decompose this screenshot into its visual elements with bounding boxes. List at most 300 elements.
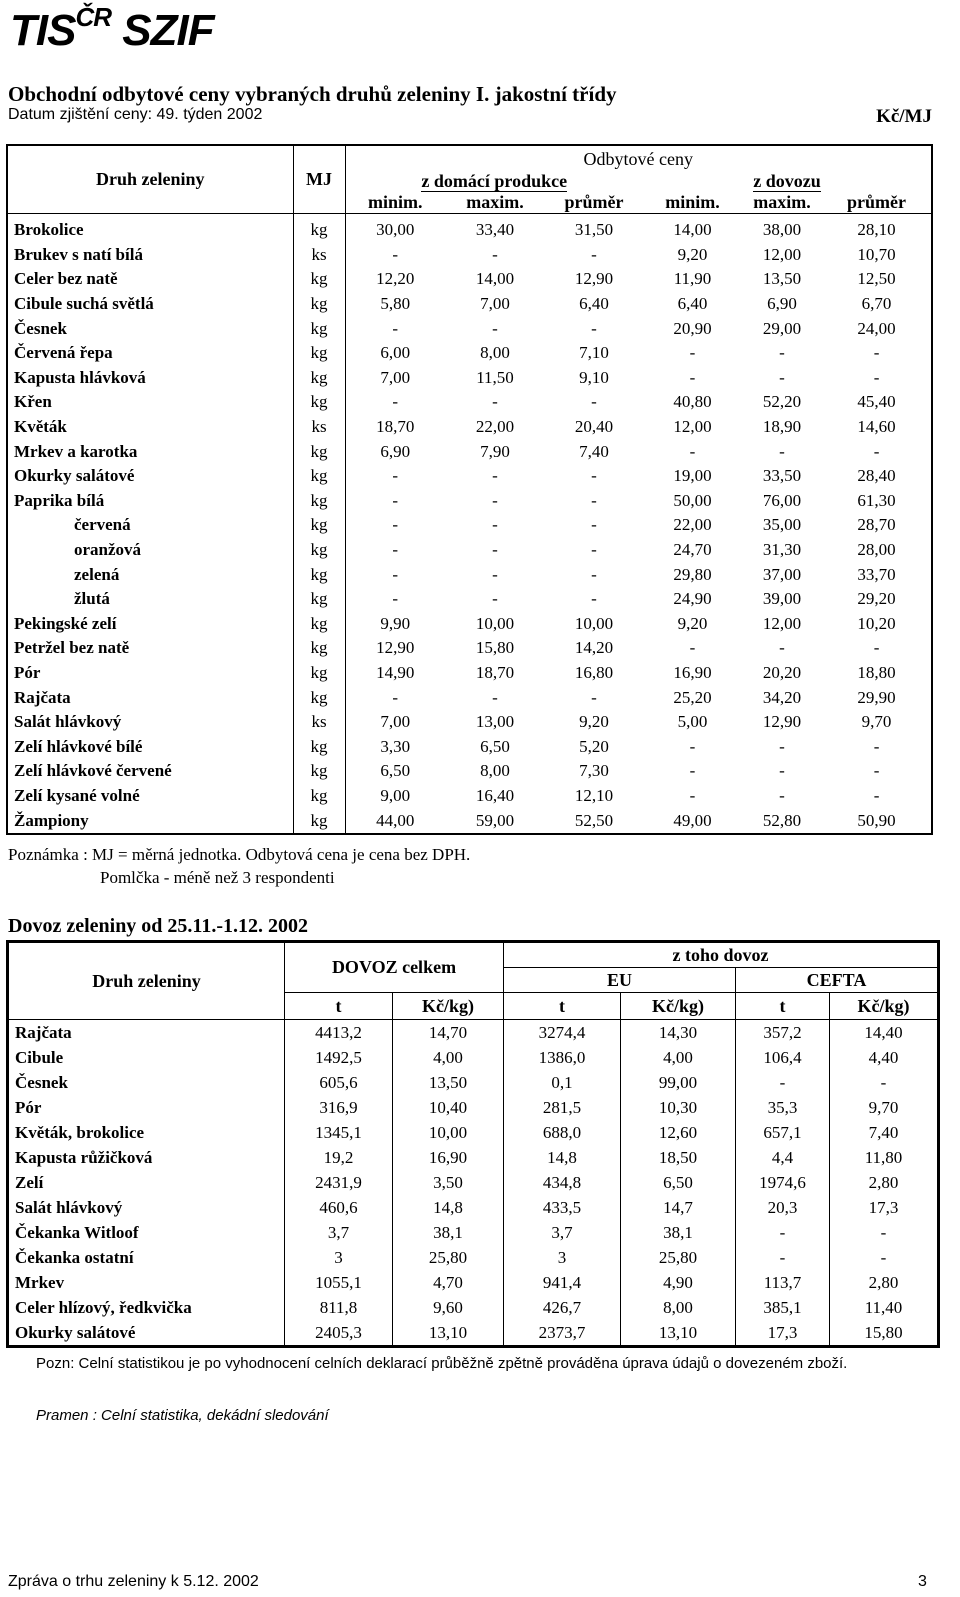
price-cell: 7,00	[380, 712, 411, 732]
vegetable-name: Cibule suchá světlá	[7, 292, 293, 317]
import-cell: 14,7	[621, 1195, 736, 1220]
price-cell: -	[689, 343, 696, 363]
import-cell: 2,80	[830, 1170, 939, 1195]
price-cell: 6,00	[380, 343, 411, 363]
price-cell: -	[591, 490, 597, 510]
price-cell: 20,90	[673, 318, 712, 338]
unit-cell: kg	[293, 538, 345, 563]
import-cell: 1974,6	[736, 1170, 830, 1195]
column-header-min: minim.	[643, 192, 742, 214]
price-cell: 59,00	[475, 810, 515, 830]
price-cell: 52,50	[574, 810, 614, 830]
import-cell: 14,70	[393, 1020, 504, 1046]
price-cell: 37,00	[762, 564, 802, 584]
import-cell: 9,70	[830, 1095, 939, 1120]
price-cell: -	[689, 638, 696, 658]
unit-cell: kg	[293, 489, 345, 514]
column-header-eu: EU	[504, 968, 736, 993]
customs-note: Pozn: Celní statistikou je po vyhodnocení celních deklarací průběžně zpětně prováděna úprava údajů o dovezeném zboží.	[36, 1355, 848, 1372]
price-cell: 13,50	[762, 269, 802, 289]
import-cell: 11,40	[830, 1295, 939, 1320]
unit-cell: ks	[293, 243, 345, 268]
price-cell: 12,90	[574, 269, 614, 289]
import-cell: 605,6	[285, 1070, 393, 1095]
vegetable-name: Petržel bez natě	[7, 636, 293, 661]
vegetable-name: Salát hlávkový	[15, 1197, 123, 1217]
price-cell: 9,90	[380, 613, 411, 633]
column-header-price: Kč/kg)	[621, 993, 736, 1020]
table-row	[8, 1145, 939, 1170]
import-cell: 11,80	[830, 1145, 939, 1170]
price-cell: 10,70	[857, 244, 896, 264]
table-row	[8, 1120, 939, 1145]
price-cell: -	[591, 318, 597, 338]
unit-cell: kg	[293, 292, 345, 317]
vegetable-name: Křen	[7, 390, 293, 415]
price-cell: 18,80	[857, 662, 896, 682]
unit-cell: kg	[293, 390, 345, 415]
price-cell: -	[779, 761, 785, 781]
unit-cell: kg	[293, 808, 345, 834]
price-cell: 28,40	[857, 466, 896, 486]
price-cell: 12,10	[574, 785, 614, 805]
price-cell: 14,00	[475, 269, 515, 289]
price-cell: 5,00	[677, 712, 708, 732]
import-cell: 20,3	[736, 1195, 830, 1220]
unit-cell: kg	[293, 513, 345, 538]
vegetable-name: Zelí hlávkové červené	[7, 759, 293, 784]
unit-cell: kg	[293, 316, 345, 341]
price-cell: 39,00	[762, 589, 802, 609]
import-cell: 4,00	[393, 1045, 504, 1070]
price-cell: 6,40	[677, 294, 708, 314]
price-cell: -	[873, 736, 880, 756]
price-cell: -	[591, 244, 597, 264]
table-row	[8, 1220, 939, 1245]
price-cell: 7,90	[480, 441, 510, 461]
price-cell: 9,10	[579, 367, 609, 387]
price-cell: -	[492, 687, 498, 707]
price-cell: 44,00	[376, 810, 415, 830]
price-cell: -	[873, 343, 880, 363]
price-cell: 12,50	[857, 269, 896, 289]
price-cell: 8,00	[480, 343, 510, 363]
vegetable-name: Čekanka Witloof	[15, 1222, 139, 1242]
price-cell: 76,00	[762, 490, 802, 510]
import-cell: 2373,7	[504, 1320, 621, 1347]
price-cell: 14,60	[857, 417, 896, 437]
price-cell: -	[492, 244, 498, 264]
footer-report-name: Zpráva o trhu zeleniny k 5.12. 2002	[8, 1573, 259, 1590]
price-cell: 18,90	[762, 417, 802, 437]
price-cell: 61,30	[857, 490, 896, 510]
column-header-domaci: z domácí produkce	[421, 170, 568, 191]
column-header-t: t	[285, 993, 393, 1020]
vegetable-name: Okurky salátové	[7, 464, 293, 489]
import-cell: 2405,3	[285, 1320, 393, 1347]
import-cell: 1386,0	[504, 1045, 621, 1070]
import-cell: 2431,9	[285, 1170, 393, 1195]
vegetable-name: Kapusta růžičková	[15, 1147, 153, 1167]
unit-cell: kg	[293, 464, 345, 489]
price-cell: 49,00	[673, 810, 712, 830]
price-cell: 31,30	[762, 540, 802, 560]
price-cell: 20,20	[762, 662, 802, 682]
import-cell: 17,3	[736, 1320, 830, 1347]
table-row	[8, 1320, 939, 1347]
import-cell: 38,1	[393, 1220, 504, 1245]
price-cell: 29,90	[857, 687, 896, 707]
import-cell: 3,7	[504, 1220, 621, 1245]
price-cell: 9,20	[579, 712, 609, 732]
table-row	[7, 214, 932, 243]
price-cell: -	[591, 687, 597, 707]
source-note: Pramen : Celní statistika, dekádní sledování	[36, 1407, 329, 1424]
import-cell: -	[830, 1220, 939, 1245]
price-cell: -	[392, 515, 399, 535]
price-cell: -	[492, 490, 498, 510]
import-cell: 4,4	[736, 1145, 830, 1170]
table-row	[7, 415, 932, 440]
vegetable-name: Květák	[7, 415, 293, 440]
vegetable-name: Salát hlávkový	[7, 710, 293, 735]
price-cell: 20,40	[574, 417, 614, 437]
import-title: Dovoz zeleniny od 25.11.-1.12. 2002	[8, 915, 308, 937]
price-cell: 9,00	[380, 785, 411, 805]
price-cell: -	[779, 343, 785, 363]
price-cell: 12,00	[673, 417, 712, 437]
import-cell: 3,7	[285, 1220, 393, 1245]
price-cell: -	[689, 441, 696, 461]
vegetable-name: Brukev s natí bílá	[7, 243, 293, 268]
import-cell: 3274,4	[504, 1020, 621, 1046]
price-cell: 29,00	[762, 318, 802, 338]
price-cell: -	[591, 515, 597, 535]
import-cell: 433,5	[504, 1195, 621, 1220]
price-cell: -	[779, 785, 785, 805]
import-cell: -	[830, 1070, 939, 1095]
vegetable-name: Květák, brokolice	[15, 1122, 145, 1142]
table-row	[7, 243, 932, 268]
price-cell: 8,00	[480, 761, 510, 781]
price-cell: 9,70	[861, 712, 892, 732]
price-cell: 16,80	[574, 662, 614, 682]
price-cell: 33,40	[475, 220, 515, 240]
price-cell: -	[392, 244, 399, 264]
vegetable-name: žlutá	[7, 587, 293, 612]
import-cell: 4,90	[621, 1270, 736, 1295]
price-cell: -	[492, 466, 498, 486]
column-header-druh: Druh zeleniny	[7, 145, 293, 214]
unit-cell: kg	[293, 612, 345, 637]
import-cell: 0,1	[504, 1070, 621, 1095]
import-cell: 4413,2	[285, 1020, 393, 1046]
price-cell: 50,90	[857, 810, 896, 830]
table-row	[7, 710, 932, 735]
vegetable-name: Mrkev a karotka	[7, 439, 293, 464]
price-cell: -	[492, 564, 498, 584]
import-cell: 4,00	[621, 1045, 736, 1070]
unit-cell: kg	[293, 587, 345, 612]
import-cell: 357,2	[736, 1020, 830, 1046]
import-cell: 12,60	[621, 1120, 736, 1145]
price-cell: 6,50	[380, 761, 411, 781]
price-cell: -	[392, 490, 399, 510]
price-cell: 16,90	[673, 662, 712, 682]
table-row	[7, 292, 932, 317]
price-cell: -	[689, 736, 696, 756]
vegetable-name: Brokolice	[7, 214, 293, 243]
price-cell: -	[392, 392, 399, 412]
import-cell: 426,7	[504, 1295, 621, 1320]
price-cell: -	[689, 761, 696, 781]
price-cell: 7,30	[579, 761, 609, 781]
unit-cell: ks	[293, 415, 345, 440]
price-cell: 24,90	[673, 589, 712, 609]
import-cell: 18,50	[621, 1145, 736, 1170]
vegetable-name: Čekanka ostatní	[15, 1247, 134, 1267]
table-row	[8, 1295, 939, 1320]
table-row	[8, 1195, 939, 1220]
import-cell: 14,8	[393, 1195, 504, 1220]
import-cell: 38,1	[621, 1220, 736, 1245]
import-cell: 7,40	[830, 1120, 939, 1145]
table-row	[8, 1045, 939, 1070]
price-cell: 13,00	[475, 712, 515, 732]
vegetable-name: Rajčata	[15, 1022, 72, 1042]
price-cell: 12,90	[762, 712, 802, 732]
price-cell: 19,00	[673, 466, 712, 486]
column-header-mj: MJ	[293, 145, 345, 214]
price-cell: -	[779, 441, 785, 461]
import-cell: 316,9	[285, 1095, 393, 1120]
table-row	[7, 661, 932, 686]
price-cell: 52,20	[762, 392, 802, 412]
table-row	[7, 734, 932, 759]
page-number: 3	[918, 1573, 927, 1590]
table-row	[7, 366, 932, 391]
import-cell: 13,50	[393, 1070, 504, 1095]
unit-cell: kg	[293, 214, 345, 243]
price-cell: 11,90	[673, 269, 712, 289]
price-cell: 9,20	[677, 613, 708, 633]
table-row	[7, 316, 932, 341]
price-cell: 14,90	[376, 662, 415, 682]
price-cell: -	[591, 564, 597, 584]
table-row	[7, 267, 932, 292]
vegetable-name: zelená	[7, 562, 293, 587]
price-cell: -	[492, 318, 498, 338]
unit-cell: ks	[293, 710, 345, 735]
vegetable-name: Pór	[15, 1097, 42, 1117]
table-row	[7, 464, 932, 489]
vegetable-name: Zelí hlávkové bílé	[7, 734, 293, 759]
price-cell: 6,70	[861, 294, 892, 314]
unit-cell: kg	[293, 734, 345, 759]
price-cell: -	[392, 687, 399, 707]
table-row	[7, 562, 932, 587]
table-row	[7, 784, 932, 809]
column-header-druh: Druh zeleniny	[8, 942, 285, 1020]
column-header-odbytove: Odbytové ceny	[583, 149, 694, 169]
price-cell: 6,50	[480, 736, 510, 756]
table-row	[7, 685, 932, 710]
column-header-cefta: CEFTA	[736, 968, 939, 993]
column-header-ztoho: z toho dovoz	[504, 942, 939, 968]
import-cell: 13,10	[621, 1320, 736, 1347]
price-cell: -	[492, 540, 498, 560]
price-cell: 18,70	[376, 417, 415, 437]
import-cell: 8,00	[621, 1295, 736, 1320]
table-row	[7, 538, 932, 563]
column-header-price: Kč/kg)	[393, 993, 504, 1020]
vegetable-name: Česnek	[15, 1072, 68, 1092]
vegetable-name: Žampiony	[7, 808, 293, 834]
unit-cell: kg	[293, 759, 345, 784]
table-row	[7, 808, 932, 834]
import-cell: 14,8	[504, 1145, 621, 1170]
table-row	[7, 341, 932, 366]
vegetable-name: Paprika bílá	[7, 489, 293, 514]
price-cell: 3,30	[380, 736, 411, 756]
table-row	[7, 390, 932, 415]
price-cell: -	[492, 589, 498, 609]
price-cell: -	[392, 540, 399, 560]
vegetable-name: červená	[7, 513, 293, 538]
price-cell: -	[873, 785, 880, 805]
note-dash: Pomlčka - méně než 3 respondenti	[100, 868, 335, 887]
price-cell: -	[492, 515, 498, 535]
table-row	[7, 439, 932, 464]
table-row	[8, 1170, 939, 1195]
unit-cell: kg	[293, 636, 345, 661]
price-cell: -	[689, 367, 696, 387]
unit-cell: kg	[293, 784, 345, 809]
price-cell: 12,90	[376, 638, 415, 658]
price-cell: 6,90	[380, 441, 411, 461]
price-cell: 16,40	[475, 785, 515, 805]
price-date: Datum zjištění ceny: 49. týden 2002	[8, 106, 263, 123]
vegetable-name: Okurky salátové	[15, 1322, 136, 1342]
price-cell: 50,00	[673, 490, 712, 510]
price-cell: 29,20	[857, 589, 896, 609]
import-cell: 688,0	[504, 1120, 621, 1145]
price-cell: 22,00	[475, 417, 515, 437]
price-cell: 33,70	[857, 564, 896, 584]
price-cell: 9,20	[677, 244, 708, 264]
vegetable-name: Cibule	[15, 1047, 64, 1067]
column-header-t: t	[504, 993, 621, 1020]
price-cell: -	[873, 441, 880, 461]
vegetable-name: Červená řepa	[7, 341, 293, 366]
price-cell: 5,20	[579, 736, 609, 756]
table-row	[8, 1020, 939, 1046]
import-cell: -	[736, 1070, 830, 1095]
import-cell: 35,3	[736, 1095, 830, 1120]
table-row	[7, 489, 932, 514]
price-cell: 12,00	[762, 613, 802, 633]
unit-cell: kg	[293, 562, 345, 587]
price-cell: 33,50	[762, 466, 802, 486]
price-cell: 31,50	[574, 220, 614, 240]
import-cell: 657,1	[736, 1120, 830, 1145]
table-row	[8, 1070, 939, 1095]
price-cell: 12,20	[376, 269, 415, 289]
price-cell: -	[873, 761, 880, 781]
import-cell: 99,00	[621, 1070, 736, 1095]
price-cell: 24,00	[857, 318, 896, 338]
import-cell: 10,00	[393, 1120, 504, 1145]
vegetable-name: Pór	[7, 661, 293, 686]
import-cell: 10,30	[621, 1095, 736, 1120]
import-cell: 25,80	[621, 1245, 736, 1270]
price-cell: 30,00	[376, 220, 415, 240]
import-cell: -	[736, 1220, 830, 1245]
import-cell: 106,4	[736, 1045, 830, 1070]
vegetable-name: Pekingské zelí	[7, 612, 293, 637]
price-cell: 28,70	[857, 515, 896, 535]
import-cell: 3	[504, 1245, 621, 1270]
import-cell: 14,40	[830, 1020, 939, 1046]
price-cell: -	[591, 540, 597, 560]
price-cell: 14,00	[673, 220, 712, 240]
price-cell: 38,00	[762, 220, 802, 240]
column-header-max: maxim.	[445, 192, 545, 214]
price-cell: 6,40	[579, 294, 609, 314]
import-cell: 17,3	[830, 1195, 939, 1220]
vegetable-name: Kapusta hlávková	[7, 366, 293, 391]
column-header-avg: průměr	[822, 192, 932, 214]
vegetable-name: Celer hlízový, ředkvička	[15, 1297, 192, 1317]
import-cell: 1055,1	[285, 1270, 393, 1295]
import-cell: -	[830, 1245, 939, 1270]
unit-cell: kg	[293, 341, 345, 366]
price-cell: 28,00	[857, 540, 896, 560]
price-cell: 25,20	[673, 687, 712, 707]
table-row	[7, 612, 932, 637]
import-cell: 6,50	[621, 1170, 736, 1195]
price-cell: 29,80	[673, 564, 712, 584]
price-cell: 7,40	[579, 441, 609, 461]
column-header-avg: průměr	[545, 192, 643, 214]
column-header-max: maxim.	[742, 192, 822, 214]
unit-cell: kg	[293, 366, 345, 391]
import-cell: -	[736, 1245, 830, 1270]
price-cell: 12,00	[762, 244, 802, 264]
import-cell: 4,40	[830, 1045, 939, 1070]
import-cell: 13,10	[393, 1320, 504, 1347]
import-cell: 811,8	[285, 1295, 393, 1320]
price-cell: 10,20	[857, 613, 896, 633]
vegetable-name: oranžová	[7, 538, 293, 563]
price-cell: -	[779, 638, 785, 658]
import-cell: 1492,5	[285, 1045, 393, 1070]
price-cell: -	[492, 392, 498, 412]
import-cell: 3	[285, 1245, 393, 1270]
price-cell: -	[873, 638, 880, 658]
price-cell: -	[873, 367, 880, 387]
table-row	[7, 513, 932, 538]
import-cell: 10,40	[393, 1095, 504, 1120]
price-cell: -	[392, 466, 399, 486]
import-cell: 3,50	[393, 1170, 504, 1195]
import-cell: 460,6	[285, 1195, 393, 1220]
price-cell: 11,50	[476, 367, 514, 387]
price-cell: -	[591, 589, 597, 609]
price-cell: -	[779, 736, 785, 756]
price-cell: 10,00	[475, 613, 515, 633]
unit-cell: kg	[293, 661, 345, 686]
